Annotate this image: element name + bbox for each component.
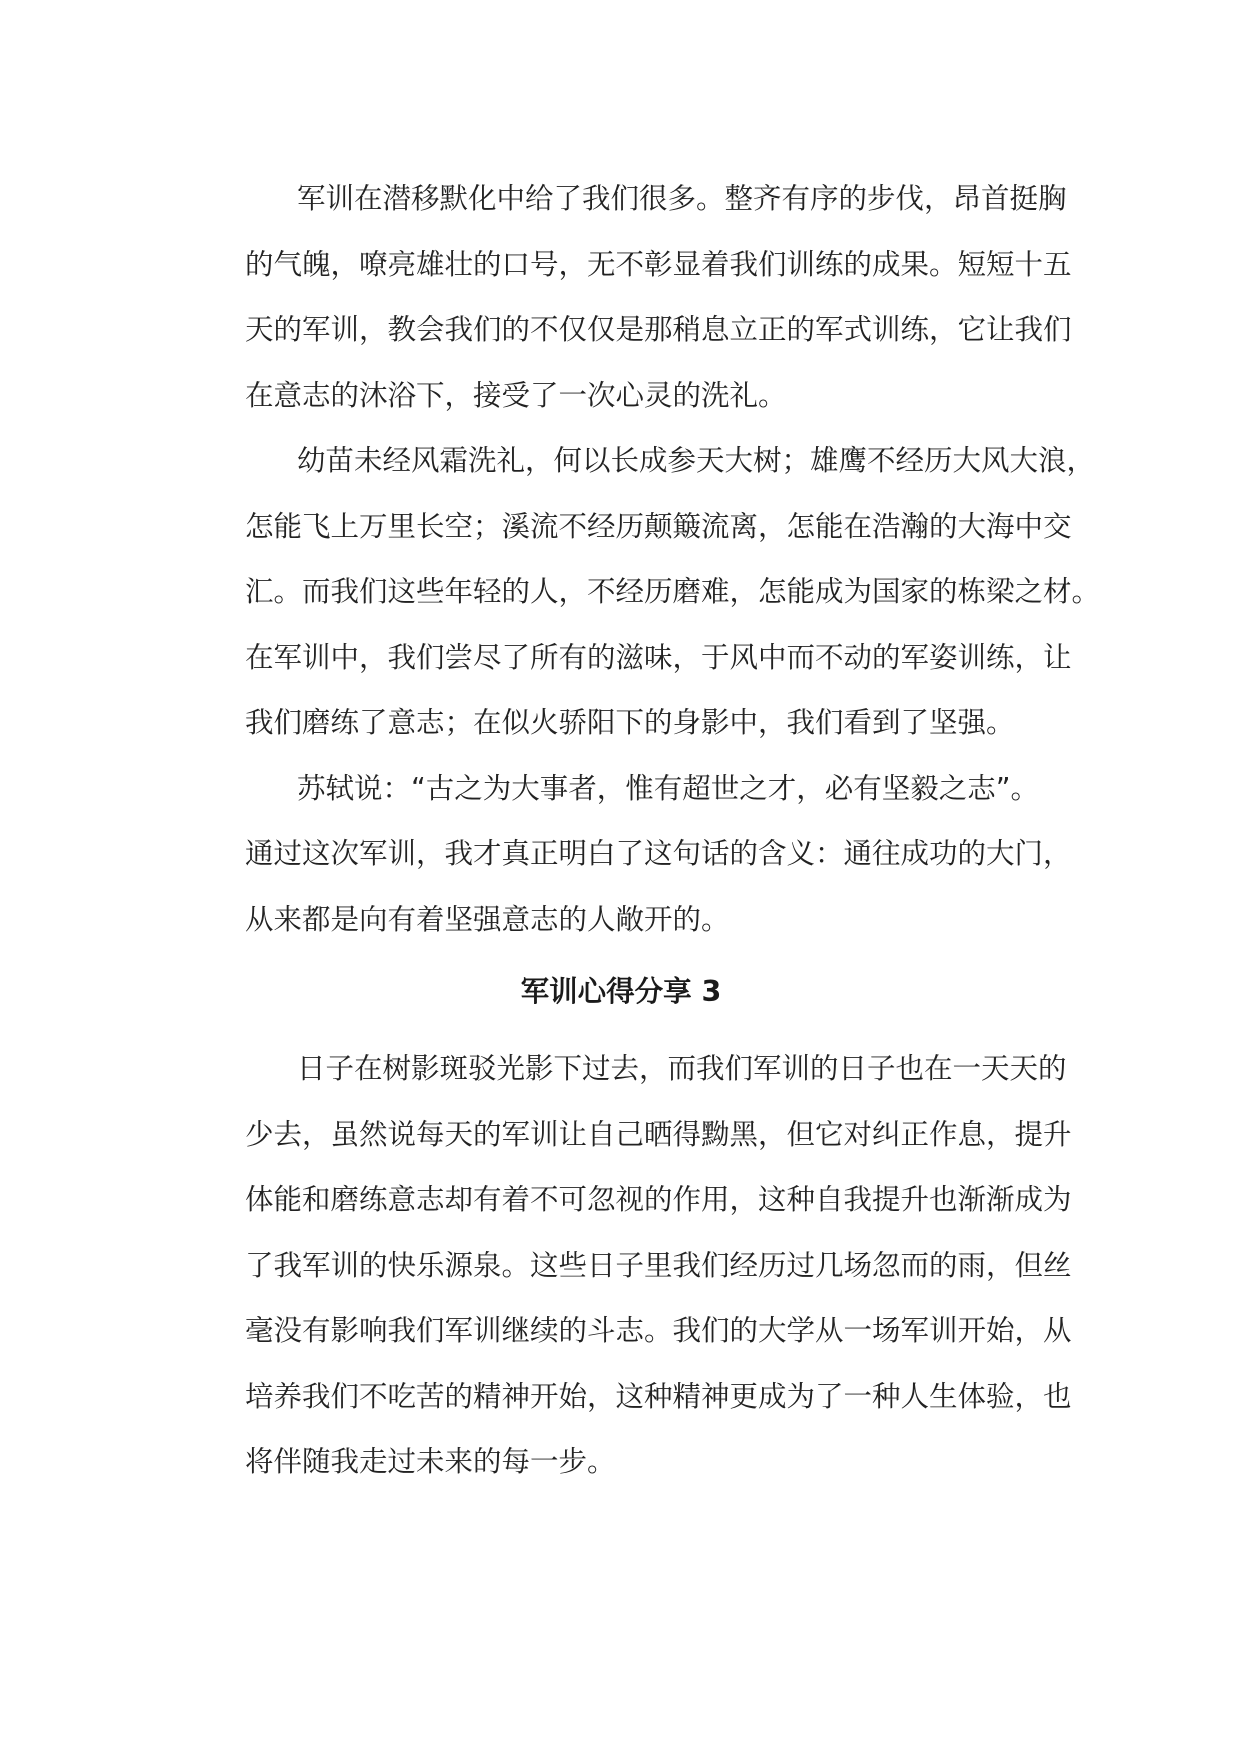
paragraph-military-training-gains xyxy=(188,166,1072,428)
document-page xyxy=(188,166,1101,1495)
paragraph-su-shi-quote xyxy=(188,756,1072,953)
text-line: 汇。而我们这些年轻的人，不经历磨难，怎能成为国家的栋梁之材。 xyxy=(245,575,1101,608)
text-line: 的气魄，嘹亮雄壮的口号，无不彰显着我们训练的成果。短短十五 xyxy=(245,247,1072,281)
section-heading: 军训心得分享 3 xyxy=(520,975,722,1008)
text-line: 了我军训的快乐源泉。这些日子里我们经历过几场忽而的雨，但丝 xyxy=(245,1248,1072,1282)
text-line: 培养我们不吃苦的精神开始，这种精神更成为了一种人生体验，也 xyxy=(245,1379,1072,1413)
text-line: 怎能飞上万里长空；溪流不经历颠簸流离，怎能在浩瀚的大海中交 xyxy=(245,509,1072,543)
text-line: 通过这次军训，我才真正明白了这句话的含义：通往成功的大门， xyxy=(245,837,1072,870)
text-line: 我们磨练了意志；在似火骄阳下的身影中，我们看到了坚强。 xyxy=(245,706,1015,739)
text-line: 日子在树影斑驳光影下过去，而我们军训的日子也在一天天的 xyxy=(297,1052,1067,1085)
text-line: 天的军训，教会我们的不仅仅是那稍息立正的军式训练，它让我们 xyxy=(245,313,1072,346)
text-line: 体能和磨练意志却有着不可忽视的作用，这种自我提升也渐渐成为 xyxy=(245,1183,1072,1216)
text-line: 从来都是向有着坚强意志的人敞开的。 xyxy=(245,902,730,936)
paragraph-hardship-metaphor xyxy=(188,428,1101,756)
text-line: 军训在潜移默化中给了我们很多。整齐有序的步伐，昂首挺胸 xyxy=(297,182,1067,215)
text-line: 将伴随我走过未来的每一步。 xyxy=(245,1445,616,1478)
text-line: 苏轼说：“古之为大事者，惟有超世之才，必有坚毅之志”。 xyxy=(297,771,1040,805)
text-line: 在意志的沐浴下，接受了一次心灵的洗礼。 xyxy=(245,378,787,412)
paragraph-training-days xyxy=(188,1036,1072,1495)
text-line: 毫没有影响我们军训继续的斗志。我们的大学从一场军训开始，从 xyxy=(245,1314,1072,1347)
text-line: 幼苗未经风霜洗礼，何以长成参天大树；雄鹰不经历大风大浪， xyxy=(297,444,1096,477)
text-line: 少去，虽然说每天的军训让自己晒得黝黑，但它对纠正作息，提升 xyxy=(245,1117,1072,1151)
text-line: 在军训中，我们尝尽了所有的滋味，于风中而不动的军姿训练，让 xyxy=(245,640,1072,674)
